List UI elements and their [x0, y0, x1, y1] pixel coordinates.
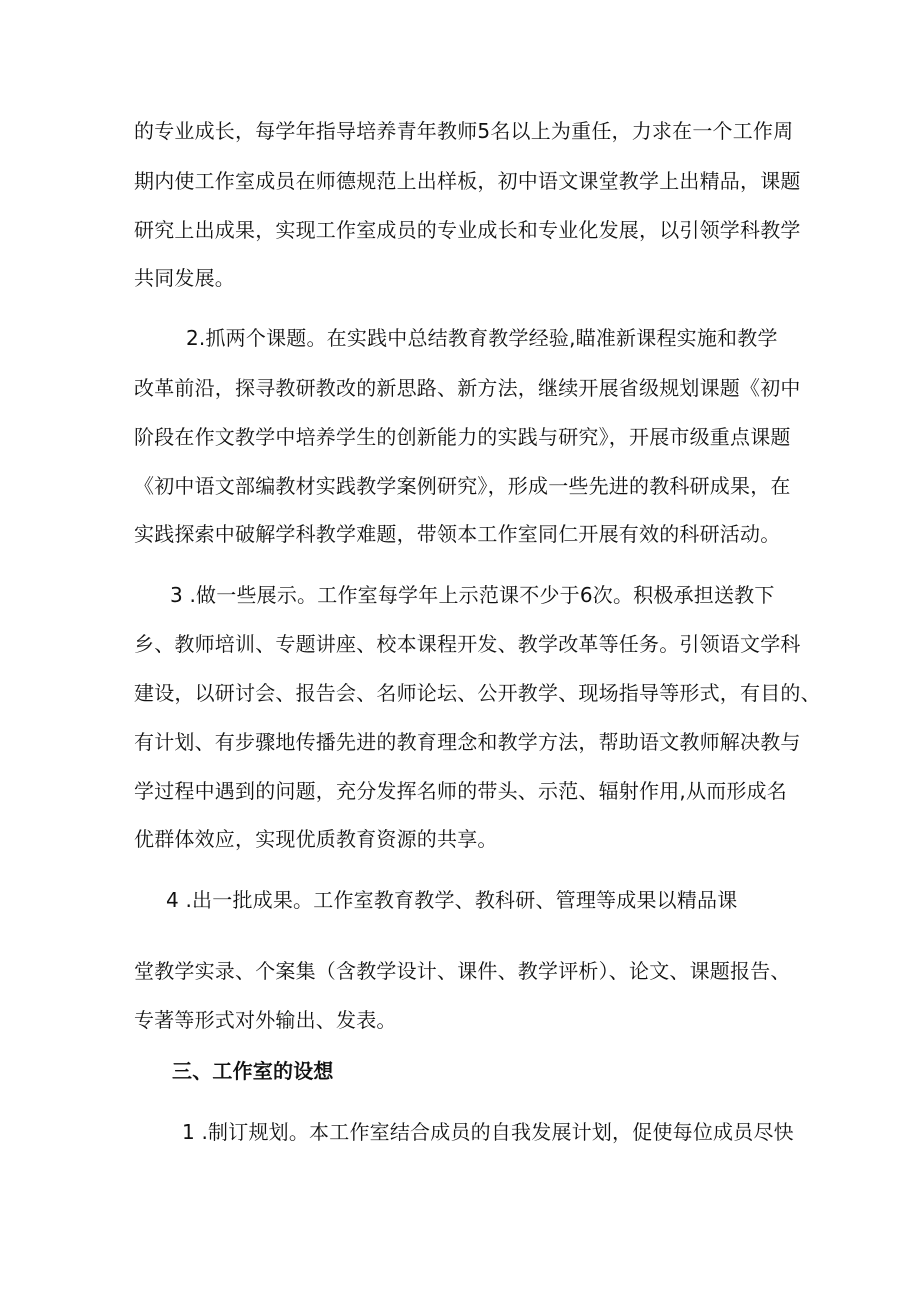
paragraph-line: 改革前沿，探寻教研教改的新思路、新方法，继续开展省级规划课题《初中	[134, 376, 801, 400]
paragraph-line: 乡、教师培训、专题讲座、校本课程开发、教学改革等任务。引领语文学科	[134, 632, 801, 656]
paragraph-line: 堂教学实录、个案集（含教学设计、课件、教学评析）、论文、课题报告、	[134, 959, 791, 983]
paragraph-line: 3 .做一些展示。工作室每学年上示范课不少于6次。积极承担送教下	[170, 583, 775, 607]
paragraph-line: 阶段在作文教学中培养学生的创新能力的实践与研究》，开展市级重点课题	[134, 425, 791, 449]
paragraph-line: 2.抓两个课题。在实践中总结教育教学经验,瞄准新课程实施和教学	[186, 326, 778, 350]
paragraph-line: 优群体效应，实现优质教育资源的共享。	[134, 827, 498, 851]
paragraph-line: 实践探索中破解学科教学难题，带领本工作室同仁开展有效的科研活动。	[134, 522, 781, 546]
paragraph-line: 4 .出一批成果。工作室教育教学、教科研、管理等成果以精品课	[166, 888, 738, 912]
paragraph-line: 建设，以研讨会、报告会、名师论坛、公开教学、现场指导等形式，有目的、	[134, 681, 821, 705]
paragraph-line: 学过程中遇到的问题，充分发挥名师的带头、示范、辐射作用,从而形成名	[134, 779, 787, 803]
paragraph-line: 研究上出成果，实现工作室成员的专业成长和专业化发展，以引领学科教学	[134, 218, 801, 242]
section-heading: 三、工作室的设想	[172, 1059, 334, 1083]
paragraph-line: 共同发展。	[134, 266, 235, 290]
paragraph-line: 的专业成长，每学年指导培养青年教师5名以上为重任，力求在一个工作周	[134, 119, 794, 143]
paragraph-line: 期内使工作室成员在师德规范上出样板，初中语文课堂教学上出精品，课题	[134, 169, 801, 193]
paragraph-line: 专著等形式对外输出、发表。	[134, 1008, 397, 1032]
paragraph-line: 1 .制订规划。本工作室结合成员的自我发展计划，促使每位成员尽快	[182, 1120, 794, 1144]
paragraph-line: 有计划、有步骤地传播先进的教育理念和教学方法，帮助语文教师解决教与	[134, 730, 801, 754]
paragraph-line: 《初中语文部编教材实践教学案例研究》，形成一些先进的教科研成果，在	[134, 474, 791, 498]
